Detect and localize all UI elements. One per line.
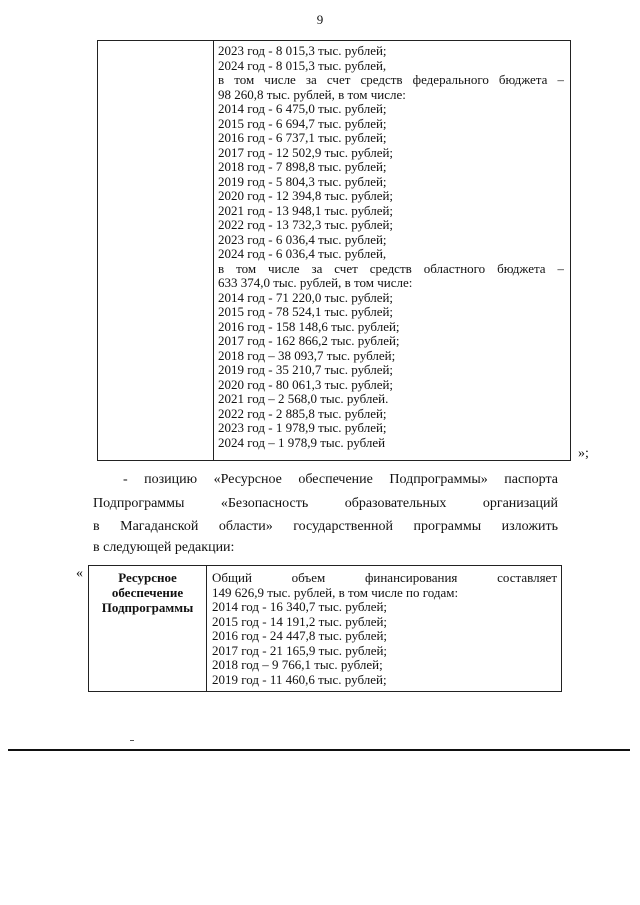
funding-line: 2020 год - 12 394,8 тыс. рублей; [218, 189, 394, 203]
resource-line: 2014 год - 16 340,7 тыс. рублей; [212, 600, 388, 614]
page-number: 9 [316, 12, 324, 27]
paragraph-line: в Магаданской области» государственной программы изложить [93, 519, 558, 534]
funding-line: 2016 год - 6 737,1 тыс. рублей; [218, 131, 387, 145]
resource-line: 2018 год – 9 766,1 тыс. рублей; [212, 658, 383, 672]
paragraph-line: - позицию «Ресурсное обеспечение Подпрограммы» паспорта [123, 472, 558, 487]
funding-line: 2018 год - 7 898,8 тыс. рублей; [218, 160, 387, 174]
opening-quote: « [76, 566, 83, 581]
closing-quote: »; [578, 446, 589, 461]
header-line: обеспечение [111, 585, 184, 600]
resource-line: 2019 год - 11 460,6 тыс. рублей; [212, 672, 387, 687]
funding-line: 2016 год - 158 148,6 тыс. рублей; [218, 319, 400, 334]
funding-line: 2015 год - 6 694,7 тыс. рублей; [218, 116, 387, 131]
bottom-rule [8, 749, 630, 751]
resource-details-cell [208, 566, 561, 691]
funding-line: 2015 год - 78 524,1 тыс. рублей; [218, 305, 394, 319]
funding-line: 2021 год – 2 568,0 тыс. рублей. [218, 392, 389, 406]
funding-line: 2020 год - 80 061,3 тыс. рублей; [218, 377, 394, 392]
funding-details-cell [214, 41, 570, 460]
funding-line: 2017 год - 12 502,9 тыс. рублей; [218, 145, 394, 160]
funding-line: 2021 год - 13 948,1 тыс. рублей; [218, 203, 394, 218]
funding-line: 2024 год - 6 036,4 тыс. рублей, [218, 247, 387, 261]
funding-line: в том числе за счет средств федерального бюджета – [218, 73, 564, 87]
funding-line: 2023 год - 1 978,9 тыс. рублей; [218, 421, 387, 435]
resource-provision-table [88, 565, 562, 692]
funding-line: 2014 год - 6 475,0 тыс. рублей; [218, 102, 387, 116]
funding-line: 2022 год - 13 732,3 тыс. рублей; [218, 218, 394, 232]
table-left-cell-empty [98, 41, 214, 460]
funding-line: 2023 год - 6 036,4 тыс. рублей; [218, 232, 387, 247]
resource-line: 2015 год - 14 191,2 тыс. рублей; [212, 614, 388, 629]
resource-header-cell [89, 566, 207, 691]
funding-line: 2023 год - 8 015,3 тыс. рублей; [218, 44, 387, 58]
funding-line: 2019 год - 35 210,7 тыс. рублей; [218, 363, 394, 377]
paragraph-line: Подпрограммы «Безопасность образовательных организаций [93, 496, 558, 511]
funding-line: 2014 год - 71 220,0 тыс. рублей; [218, 290, 394, 305]
funding-line: в том числе за счет средств областного бюджета – [218, 261, 564, 276]
funding-line: 98 260,8 тыс. рублей, в том числе: [218, 87, 406, 102]
funding-line: 2018 год – 38 093,7 тыс. рублей; [218, 348, 396, 363]
funding-line: 2019 год - 5 804,3 тыс. рублей; [218, 174, 387, 189]
scan-mark [130, 740, 134, 741]
funding-table-continued [97, 40, 571, 461]
funding-line: 2017 год - 162 866,2 тыс. рублей; [218, 334, 400, 348]
resource-line: 2016 год - 24 447,8 тыс. рублей; [212, 629, 388, 643]
resource-line: 2017 год - 21 165,9 тыс. рублей; [212, 643, 388, 658]
resource-line: 149 626,9 тыс. рублей, в том числе по годам: [212, 585, 459, 600]
funding-line: 2022 год - 2 885,8 тыс. рублей; [218, 406, 387, 421]
funding-line: 633 374,0 тыс. рублей, в том числе: [218, 276, 413, 290]
resource-line: Общий объем финансирования составляет [212, 571, 557, 585]
header-line: Подпрограммы [101, 600, 194, 615]
header-line: Ресурсное [118, 570, 177, 585]
funding-line: 2024 год – 1 978,9 тыс. рублей [218, 435, 386, 450]
paragraph-line: в следующей редакции: [93, 540, 235, 555]
funding-line: 2024 год - 8 015,3 тыс. рублей, [218, 58, 387, 73]
